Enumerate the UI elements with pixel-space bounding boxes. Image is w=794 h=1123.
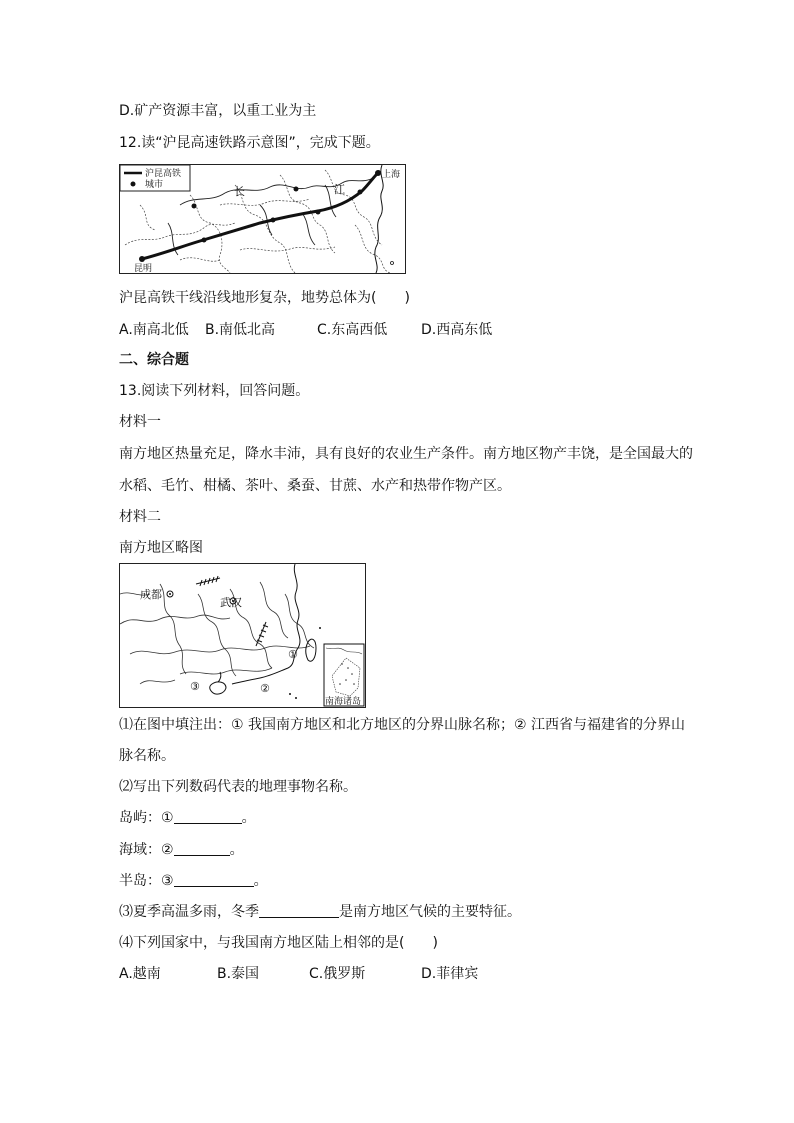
q13-material1-title: 材料一: [119, 414, 161, 430]
south-coastline: [232, 564, 300, 684]
q12-stem: 12.读“沪昆高速铁路示意图”，完成下题。: [119, 135, 380, 151]
island-label: 岛屿：①: [119, 810, 174, 826]
small-islands: [289, 627, 321, 699]
sea-answer-blank[interactable]: [174, 841, 230, 856]
sub3-answer-blank[interactable]: [259, 903, 339, 918]
q12-option-a: A.南高北低: [119, 322, 189, 338]
q13-sub4-option-a: A.越南: [119, 966, 161, 982]
q13-sub4-option-d: D.菲律宾: [421, 966, 479, 982]
q13-sub1-line1: ⑴在图中填注出：① 我国南方地区和北方地区的分界山脉名称；② 江西省与福建省的分界山: [119, 717, 685, 733]
city-shanghai-dot: [375, 170, 381, 176]
city-dot: [294, 187, 299, 192]
island-dot: [295, 697, 297, 699]
q12-option-d: D.西高东低: [421, 322, 493, 338]
hukun-railway-map-svg: [120, 165, 405, 273]
island-outline: [391, 262, 394, 265]
legend-city-symbol: [131, 182, 136, 187]
q13-island-row: [119, 808, 256, 828]
label-chengdu: 成都: [140, 588, 162, 601]
city-dot: [271, 218, 276, 223]
city-kunming-dot: [139, 256, 145, 262]
peninsula-label: 半岛：③: [119, 873, 174, 889]
hainan-island: [210, 682, 226, 694]
q13-stem: 13.阅读下列材料，回答问题。: [119, 383, 310, 399]
q13-peninsula-row: [119, 871, 268, 891]
q13-material1-line2: 水稻、毛竹、柑橘、茶叶、桑蚕、甘蔗、水产和热带作物产区。: [119, 478, 511, 494]
peninsula-answer-blank[interactable]: [174, 872, 254, 887]
sea-period: 。: [229, 842, 244, 858]
chengdu-dot: [169, 593, 171, 595]
coastline: [375, 165, 383, 273]
taiwan-island: [306, 639, 316, 661]
sub3-suffix: 是南方地区气候的主要特征。: [339, 904, 521, 920]
south-china-map-svg: [120, 564, 365, 707]
island-answer-blank[interactable]: [174, 809, 242, 824]
qinling-mountain-symbol: [196, 576, 220, 586]
peninsula-period: 。: [253, 873, 268, 889]
sea-label: 海域：②: [119, 842, 174, 858]
wuyi-mountain-symbol: [256, 622, 268, 646]
label-wuhan: 武汉: [220, 596, 242, 609]
q13-sub1-line2: 脉名称。: [119, 748, 175, 764]
q12-option-c: C.东高西低: [317, 322, 388, 338]
q12-question: 沪昆高铁干线沿线地形复杂，地势总体为( ): [119, 290, 410, 306]
label-marker-2: ②: [260, 682, 270, 695]
legend-rail-label: 沪昆高铁: [145, 169, 182, 179]
q12-option-b: B.南低北高: [205, 322, 276, 338]
label-shanghai: 上海: [382, 170, 401, 180]
q13-sub2: ⑵写出下列数码代表的地理事物名称。: [119, 779, 357, 795]
q13-material1-line1: 南方地区热量充足，降水丰沛，具有良好的农业生产条件。南方地区物产丰饶，是全国最大的: [119, 446, 693, 462]
legend-city-label: 城市: [145, 180, 164, 190]
q13-sub4-option-c: C.俄罗斯: [309, 966, 366, 982]
island-period: 。: [241, 810, 256, 826]
label-marker-1: ①: [288, 648, 298, 661]
label-jiang: 江: [334, 183, 345, 196]
label-chang: 长: [234, 185, 245, 198]
city-dot: [192, 204, 197, 209]
island-dot: [319, 627, 321, 629]
hukun-railway-map: [119, 164, 406, 274]
q13-sub4: ⑷下列国家中，与我国南方地区陆上相邻的是( ): [119, 935, 438, 951]
q13-sea-row: [119, 840, 244, 860]
label-marker-3: ③: [190, 680, 200, 693]
section2-title: 二、综合题: [119, 352, 189, 368]
q11-option-d: D.矿产资源丰富，以重工业为主: [119, 103, 317, 119]
sub3-prefix: ⑶夏季高温多雨，冬季: [119, 904, 259, 920]
q13-sub4-option-b: B.泰国: [217, 966, 260, 982]
label-nanhai: 南海诸岛: [325, 697, 362, 707]
q13-material2-title: 材料二: [119, 509, 161, 525]
q13-material2-caption: 南方地区略图: [119, 540, 203, 556]
south-china-map: [119, 563, 366, 708]
city-dot: [202, 238, 207, 243]
q13-sub3: [119, 902, 521, 922]
city-dot: [316, 210, 321, 215]
label-kunming: 昆明: [134, 264, 153, 273]
q13-sub4-options: [119, 964, 478, 984]
island-dot: [289, 693, 291, 695]
q12-options: [119, 320, 492, 340]
city-dot: [358, 190, 363, 195]
